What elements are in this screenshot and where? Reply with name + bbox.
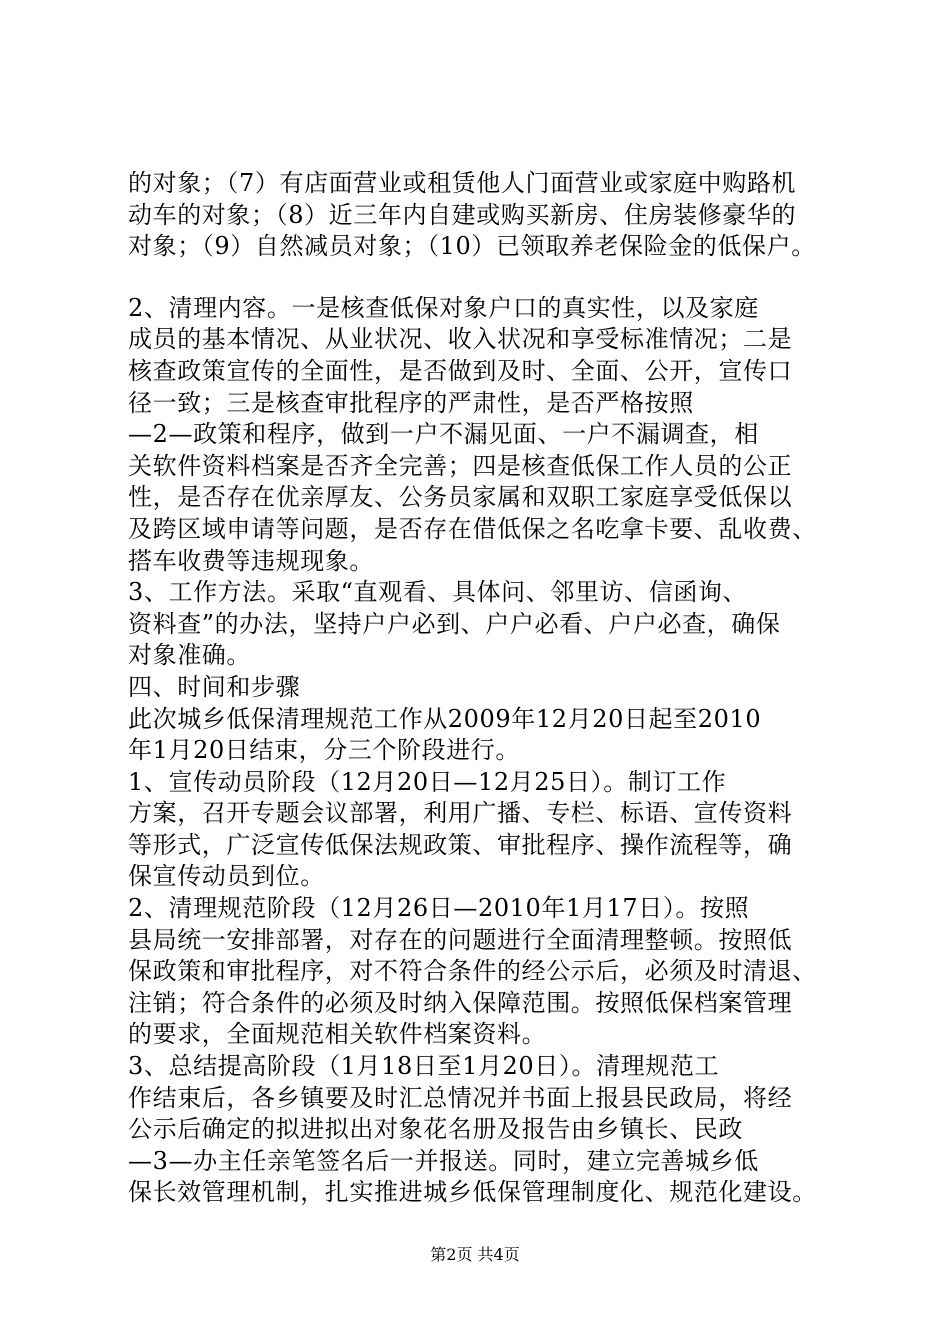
text-line-18: 年1月20日结束，分三个阶段进行。 <box>128 736 521 765</box>
text-line-10: 性，是否存在优亲厚友、公务员家属和双职工家庭享受低保以 <box>128 483 793 512</box>
text-line-15: 对象准确。 <box>128 641 251 670</box>
text-line-3: 对象；（9）自然减员对象；（10）已领取养老保险金的低保户。 <box>128 232 816 261</box>
text-line-30: 公示后确定的拟进拟出对象花名册及报告由乡镇长、民政 <box>128 1115 743 1144</box>
text-line-20: 方案，召开专题会议部署，利用广播、专栏、标语、宣传资料 <box>128 799 793 828</box>
text-line-17: 此次城乡低保清理规范工作从2009年12月20日起至2010 <box>128 704 762 733</box>
body-text <box>128 168 848 1209</box>
text-line-13: 3、工作方法。采取“直观看、具体问、邻里访、信函询、 <box>128 578 748 607</box>
text-line-5: 成员的基本情况、从业状况、收入状况和享受标准情况；二是 <box>128 325 793 354</box>
text-line-26: 注销；符合条件的必须及时纳入保障范围。按照低保档案管理 <box>128 988 793 1017</box>
text-line-28: 3、总结提高阶段（1月18日至1月20日）。清理规范工 <box>128 1052 720 1081</box>
text-line-9: 关软件资料档案是否齐全完善；四是核查低保工作人员的公正 <box>128 451 793 480</box>
text-line-32: 保长效管理机制，扎实推进城乡低保管理制度化、规范化建设。 <box>128 1178 817 1207</box>
text-line-25: 保政策和审批程序，对不符合条件的经公示后，必须及时清退、 <box>128 957 817 986</box>
text-line-11: 及跨区域申请等问题，是否存在借低保之名吃拿卡要、乱收费、 <box>128 514 817 543</box>
text-line-12: 搭车收费等违规现象。 <box>128 546 374 575</box>
text-line-8: —2—政策和程序，做到一户不漏见面、一户不漏调查，相 <box>128 420 759 449</box>
text-line-22: 保宣传动员到位。 <box>128 862 325 891</box>
text-line-31: —3—办主任亲笔签名后一并报送。同时，建立完善城乡低 <box>128 1146 759 1175</box>
text-line-2: 动车的对象；（8）近三年内自建或购买新房、住房装修豪华的 <box>128 200 797 229</box>
text-line-7: 径一致；三是核查审批程序的严肃性，是否严格按照 <box>128 388 694 417</box>
text-line-1: 的对象；（7）有店面营业或租赁他人门面营业或家庭中购路机 <box>128 169 797 197</box>
text-line-21: 等形式，广泛宣传低保法规政策、审批程序、操作流程等，确 <box>128 830 793 859</box>
text-line-24: 县局统一安排部署，对存在的问题进行全面清理整顿。按照低 <box>128 925 793 954</box>
text-line-19: 1、宣传动员阶段（12月20日—12月25日）。制订工作 <box>128 767 727 796</box>
page-number: 第2页 共4页 <box>430 1245 520 1264</box>
text-line-6: 核查政策宣传的全面性，是否做到及时、全面、公开，宣传口 <box>128 356 793 385</box>
text-line-4: 2、清理内容。一是核查低保对象户口的真实性，以及家庭 <box>128 293 759 322</box>
text-line-29: 作结束后，各乡镇要及时汇总情况并书面上报县民政局，将经 <box>128 1083 793 1112</box>
text-line-27: 的要求，全面规范相关软件档案资料。 <box>128 1020 547 1049</box>
text-line-14: 资料查”的办法，坚持户户必到、户户必看、户户必查，确保 <box>128 609 781 638</box>
text-line-16: 四、时间和步骤 <box>128 672 301 701</box>
text-line-23: 2、清理规范阶段（12月26日—2010年1月17日）。按照 <box>128 894 750 923</box>
